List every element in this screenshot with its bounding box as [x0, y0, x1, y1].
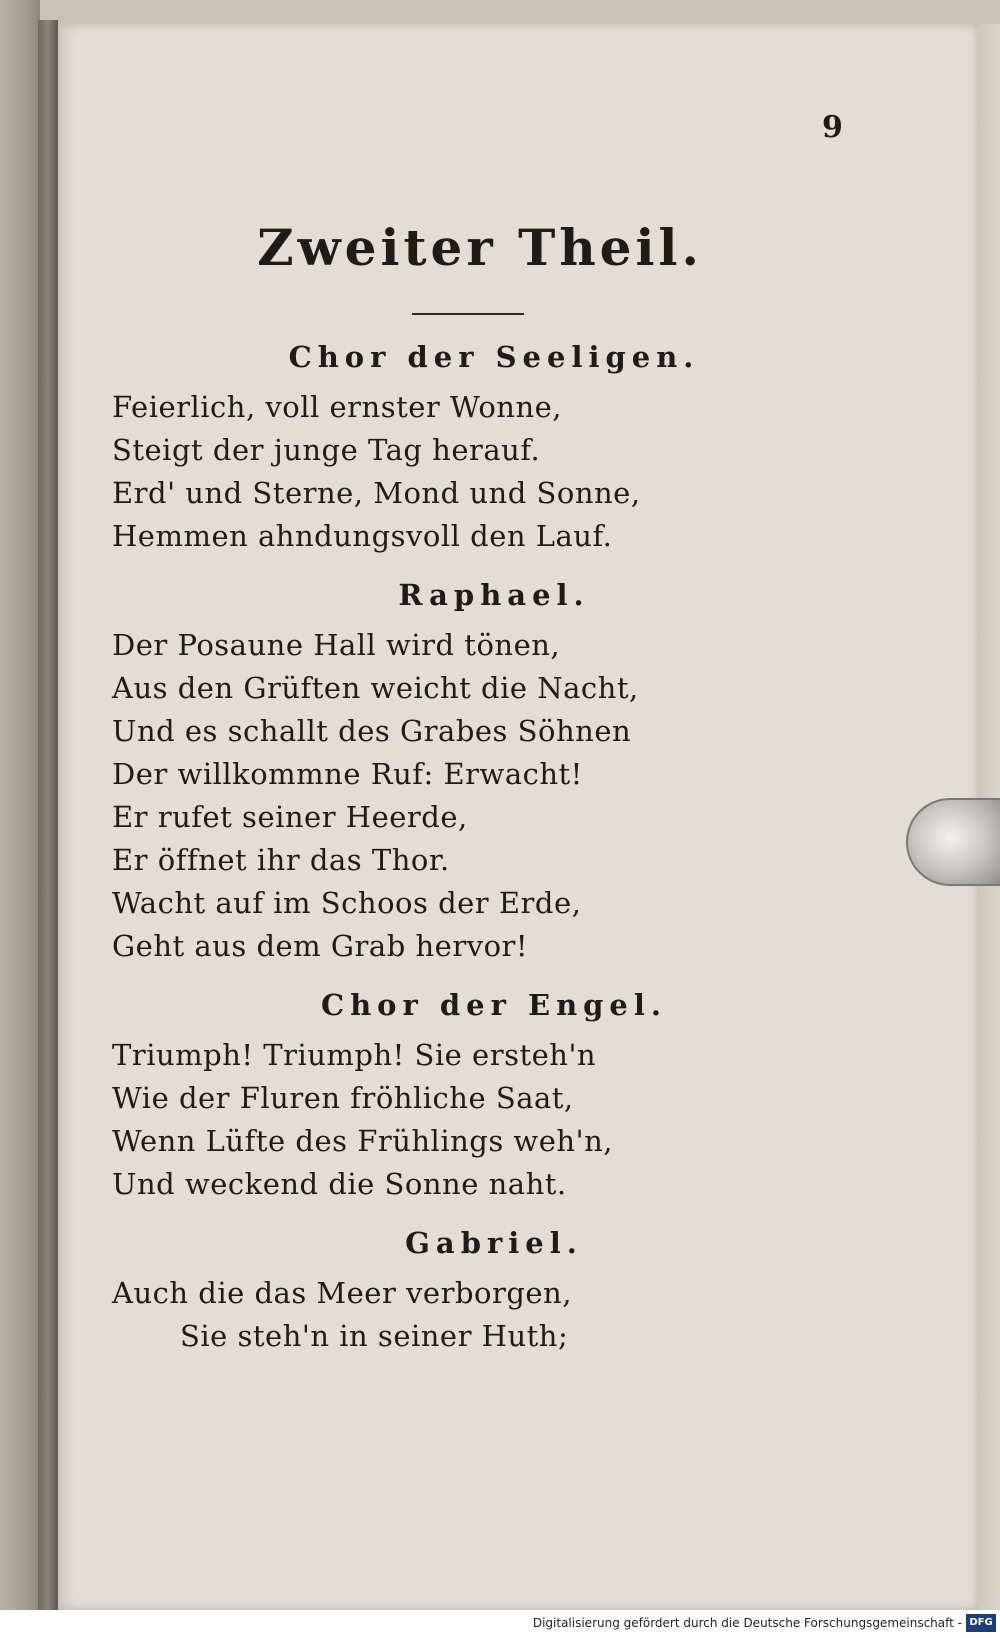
- verse-line: Wenn Lüfte des Frühlings weh'n,: [112, 1124, 613, 1158]
- verse-line: Triumph! Triumph! Sie ersteh'n: [112, 1038, 597, 1072]
- section-heading: Chor der Engel.: [320, 988, 667, 1022]
- page-clip: [906, 798, 1000, 886]
- verse-line: Hemmen ahndungsvoll den Lauf.: [112, 519, 613, 553]
- section-heading: Gabriel.: [405, 1226, 583, 1260]
- section-heading: Raphael.: [398, 578, 590, 612]
- footer-credit: Digitalisierung gefördert durch die Deutsche Forschungsgemeinschaft -: [532, 1616, 962, 1630]
- verse-line: Erd' und Sterne, Mond und Sonne,: [112, 476, 641, 510]
- dfg-logo: DFG: [966, 1614, 996, 1632]
- verse-line: Und weckend die Sonne naht.: [112, 1167, 567, 1201]
- verse-line: Auch die das Meer verborgen,: [112, 1276, 572, 1310]
- book-gutter: [38, 20, 58, 1610]
- section-heading: Chor der Seeligen.: [288, 340, 700, 374]
- verse-line: Er rufet seiner Heerde,: [112, 800, 468, 834]
- verse-line: Geht aus dem Grab hervor!: [112, 929, 529, 963]
- page-title: Zweiter Theil.: [257, 218, 703, 277]
- verse-line: Sie steh'n in seiner Huth;: [180, 1319, 569, 1353]
- page-number: 9: [822, 110, 843, 145]
- verse-line: Und es schallt des Grabes Söhnen: [112, 714, 632, 748]
- verse-line: Er öffnet ihr das Thor.: [112, 843, 450, 877]
- verse-line: Der willkommne Ruf: Erwacht!: [112, 757, 583, 791]
- verse-line: Aus den Grüften weicht die Nacht,: [112, 671, 639, 705]
- digitization-footer: [0, 1610, 1000, 1638]
- facing-page-edge: [0, 0, 40, 1610]
- verse-line: Wacht auf im Schoos der Erde,: [112, 886, 582, 920]
- verse-line: Wie der Fluren fröhliche Saat,: [112, 1081, 574, 1115]
- title-divider: [412, 313, 524, 315]
- verse-line: Steigt der junge Tag herauf.: [112, 433, 541, 467]
- verse-line: Feierlich, voll ernster Wonne,: [112, 390, 563, 424]
- verse-line: Der Posaune Hall wird tönen,: [112, 628, 561, 662]
